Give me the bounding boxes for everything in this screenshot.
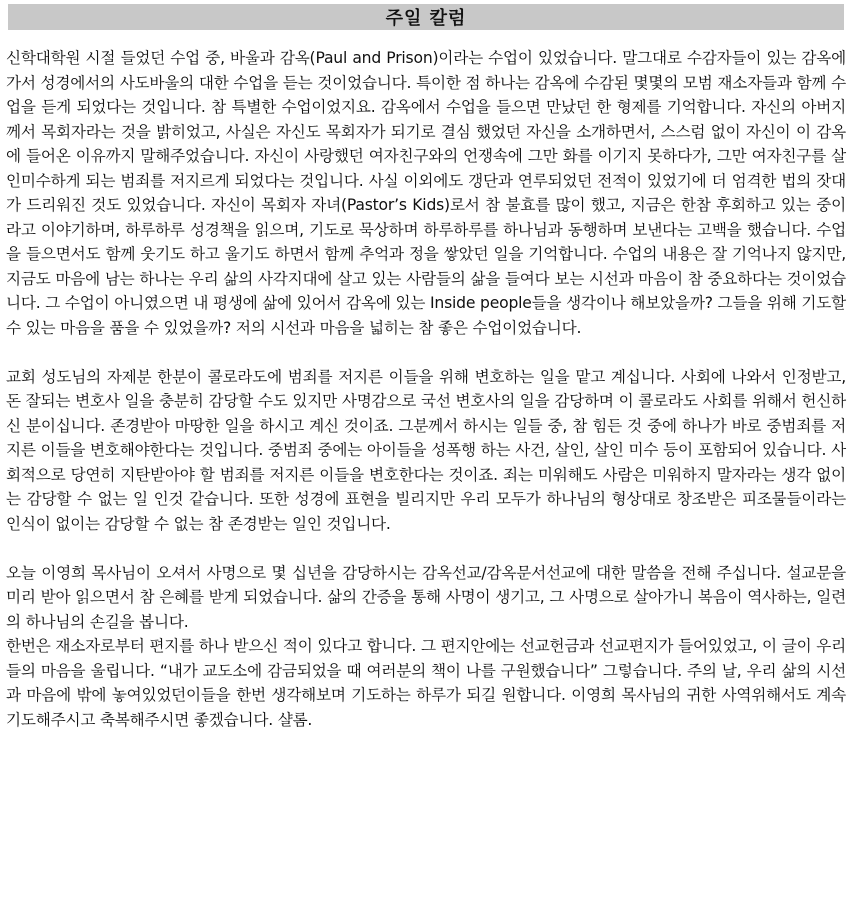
- paragraph-2: 교회 성도님의 자제분 한분이 콜로라도에 범죄를 저지른 이들을 위해 변호하는 일을 맡고 계십니다. 사회에 나와서 인정받고, 돈 잘되는 변호사 일을 충분히 감당할 수도 있지만 사명감으로 국선 변호사의 일을 감당하며 이 콜로라도 사회를 위해서 헌신하신 분이십니다. 존경받아 마땅한 일을 하시고 계신 것이죠. 그분께서 하시는 일들 중, 참 힘든 것 중에 하나가 바로 중범죄를 저지른 이들을 변호해야한다는 것입니다. 중범죄 중에는 아이들을 성폭행 하는 사건, 살인, 살인 미수 등이 포함되어 있습니다. 사회적으로 당연히 지탄받아야 할 범죄를 저지른 이들을 변호한다는 것이죠. 죄는 미워해도 사람은 미워하지 말자라는 생각 없이는 감당할 수 없는 일 인것 같습니다. 또한 성경에 표현을 빌리지만 우리 모두가 하나님의 형상대로 창조받은 피조물들이라는 인식이 없이는 감당할 수 없는 참 존경받는 일인 것입니다.: [6, 367, 846, 533]
- paragraph-4: 한번은 재소자로부터 편지를 하나 받으신 적이 있다고 합니다. 그 편지안에는 선교헌금과 선교편지가 들어있었고, 이 글이 우리들의 마음을 울립니다. “내가 교도소에 감금되었을 때 여러분의 책이 나를 구원했습니다” 그렇습니다. 주의 날, 우리 삶의 시선과 마음에 밖에 놓여있었던이들을 한번 생각해보며 기도하는 하루가 되길 원합니다. 이영희 목사님의 귀한 사역위해서도 계속 기도해주시고 축복해주시면 좋겠습니다. 샬롬.: [6, 637, 846, 729]
- column-title-bar: [8, 4, 844, 30]
- paragraph-3: 오늘 이영희 목사님이 오셔서 사명으로 몇 십년을 감당하시는 감옥선교/감옥문서선교에 대한 말씀을 전해 주십니다. 설교문을 미리 받아 읽으면서 참 은혜를 받게 되었습니다. 삶의 간증을 통해 사명이 생기고, 그 사명으로 살아가니 복음이 역사하는, 일련의 하나님의 손길을 봅니다.: [6, 563, 846, 631]
- column-body: [6, 46, 846, 732]
- paragraph-1: 신학대학원 시절 들었던 수업 중, 바울과 감옥(Paul and Prison)이라는 수업이 있었습니다. 말그대로 수감자들이 있는 감옥에 가서 성경에서의 사도바울의 대한 수업을 듣는 것이었습니다. 특이한 점 하나는 감옥에 수감된 몇몇의 모범 재소자들과 함께 수업을 듣게 되었다는 것입니다. 참 특별한 수업이었지요. 감옥에서 수업을 들으면 만났던 한 형제를 기억합니다. 자신의 아버지께서 목회자라는 것을 밝히었고, 사실은 자신도 목회자가 되기로 결심 했었던 자신을 소개하면서, 스스럼 없이 자신이 이 감옥에 들어온 이유까지 말해주었습니다. 자신이 사랑했던 여자친구와의 언쟁속에 그만 화를 이기지 못하다가, 그만 여자친구를 살인미수하게 되는 범죄를 저지르게 되었다는 것입니다. 사실 이외에도 갱단과 연루되었던 전적이 있었기에 더 엄격한 법의 잣대가 드리워진 것도 있었습니다. 자신이 목회자 자녀(Pastor’s Kids)로서 참 불효를 많이 했고, 지금은 한참 후회하고 있는 중이라고 이야기하며, 하루하루 성경책을 읽으며, 기도로 묵상하며 하루하루를 하나님과 동행하며 보낸다는 고백을 했습니다. 수업을 들으면서도 함께 웃기도 하고 울기도 하면서 함께 추억과 정을 쌓았던 일을 기억합니다. 수업의 내용은 잘 기억나지 않지만, 지금도 마음에 남는 하나는 우리 삶의 사각지대에 살고 있는 사람들의 삶을 들여다 보는 시선과 마음이 참 중요하다는 것이었습니다. 그 수업이 아니였으면 내 평생에 삶에 있어서 감옥에 있는 Inside people들을 생각이나 해보았을까? 그들을 위해 기도할 수 있는 마음을 품을 수 있었을까? 저의 시선과 마음을 넓히는 참 좋은 수업이었습니다.: [6, 49, 846, 337]
- column-title: 주일 칼럼: [385, 8, 467, 29]
